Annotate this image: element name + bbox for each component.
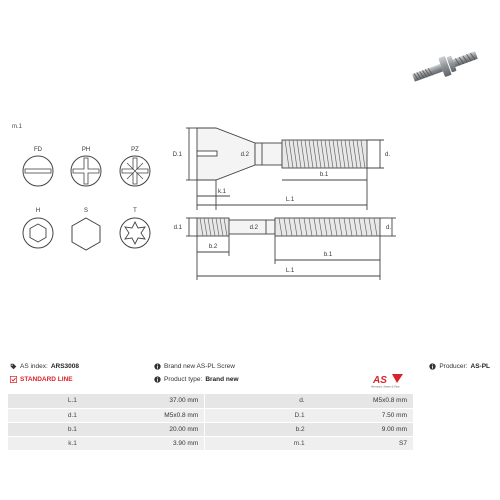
spec-label: d.1	[8, 408, 83, 422]
as-index-label: AS index:	[20, 362, 48, 370]
spec-label: m.1	[205, 436, 311, 450]
tag-icon	[10, 363, 17, 370]
info-icon	[154, 376, 161, 383]
drive-h-icon	[23, 208, 53, 248]
info-icon	[429, 363, 436, 370]
table-row	[8, 436, 414, 450]
svg-text:L.1: L.1	[285, 197, 295, 203]
drive-s-icon	[72, 208, 100, 250]
producer-value: AS-PL	[470, 362, 490, 370]
technical-drawing	[0, 110, 500, 290]
spec-label: D.1	[205, 408, 311, 422]
svg-text:D.1: D.1	[172, 152, 182, 158]
as-pl-logo	[370, 373, 406, 389]
svg-text:FD: FD	[34, 147, 42, 153]
drive-ph-icon	[71, 147, 101, 186]
svg-text:b.1: b.1	[323, 252, 333, 258]
spec-value: 7.50 mm	[311, 408, 414, 422]
svg-text:b.1: b.1	[319, 172, 329, 178]
svg-text:PH: PH	[81, 147, 91, 153]
as-index-value: ARS3008	[50, 362, 80, 370]
product-type-value: Brand new	[205, 375, 239, 383]
spec-value: S7	[311, 436, 414, 450]
svg-text:AS: AS	[373, 375, 387, 386]
product-photo	[405, 40, 487, 90]
spec-label: d.	[205, 394, 311, 408]
spec-value: M5x0.8 mm	[311, 394, 414, 408]
m1-label: m.1	[12, 124, 23, 130]
brand-new-text: Brand new AS-PL Screw	[164, 362, 235, 370]
product-type-label: Product type:	[164, 375, 203, 383]
drive-pz-icon	[120, 147, 150, 186]
drive-fd-icon	[23, 147, 53, 186]
spec-value: 3.90 mm	[83, 436, 205, 450]
spec-value: 9.00 mm	[311, 422, 414, 436]
svg-text:d.2: d.2	[240, 152, 249, 158]
svg-text:PZ: PZ	[131, 147, 139, 153]
spec-label: b.1	[8, 422, 83, 436]
spec-value: 37.00 mm	[83, 394, 205, 408]
info-row-2	[8, 373, 492, 385]
drive-t-icon	[120, 208, 150, 248]
svg-text:k.1: k.1	[217, 189, 227, 195]
info-row-1	[8, 360, 492, 372]
svg-text:S: S	[83, 208, 89, 214]
svg-text:T: T	[133, 208, 137, 214]
info-icon	[154, 363, 161, 370]
svg-text:d.2: d.2	[249, 225, 258, 231]
check-square-icon	[10, 376, 17, 383]
spec-label: k.1	[8, 436, 83, 450]
svg-text:b.2: b.2	[208, 244, 218, 250]
spec-value: 20.00 mm	[83, 422, 205, 436]
spec-value: M5x0.8 mm	[83, 408, 205, 422]
specs-table	[8, 394, 414, 451]
standard-line-label: STANDARD LINE	[20, 375, 73, 383]
svg-text:Alternators, Starters & Parts: Alternators, Starters & Parts	[371, 386, 400, 389]
spec-label: L.1	[8, 394, 83, 408]
svg-text:d.1: d.1	[173, 225, 182, 231]
spec-label: b.2	[205, 422, 311, 436]
svg-text:H: H	[35, 208, 41, 214]
table-row	[8, 394, 414, 408]
producer-label: Producer:	[439, 362, 468, 370]
svg-text:L.1: L.1	[285, 268, 295, 274]
table-row	[8, 408, 414, 422]
table-row	[8, 422, 414, 436]
svg-text:d.: d.	[386, 225, 392, 231]
svg-text:d.: d.	[385, 152, 391, 158]
